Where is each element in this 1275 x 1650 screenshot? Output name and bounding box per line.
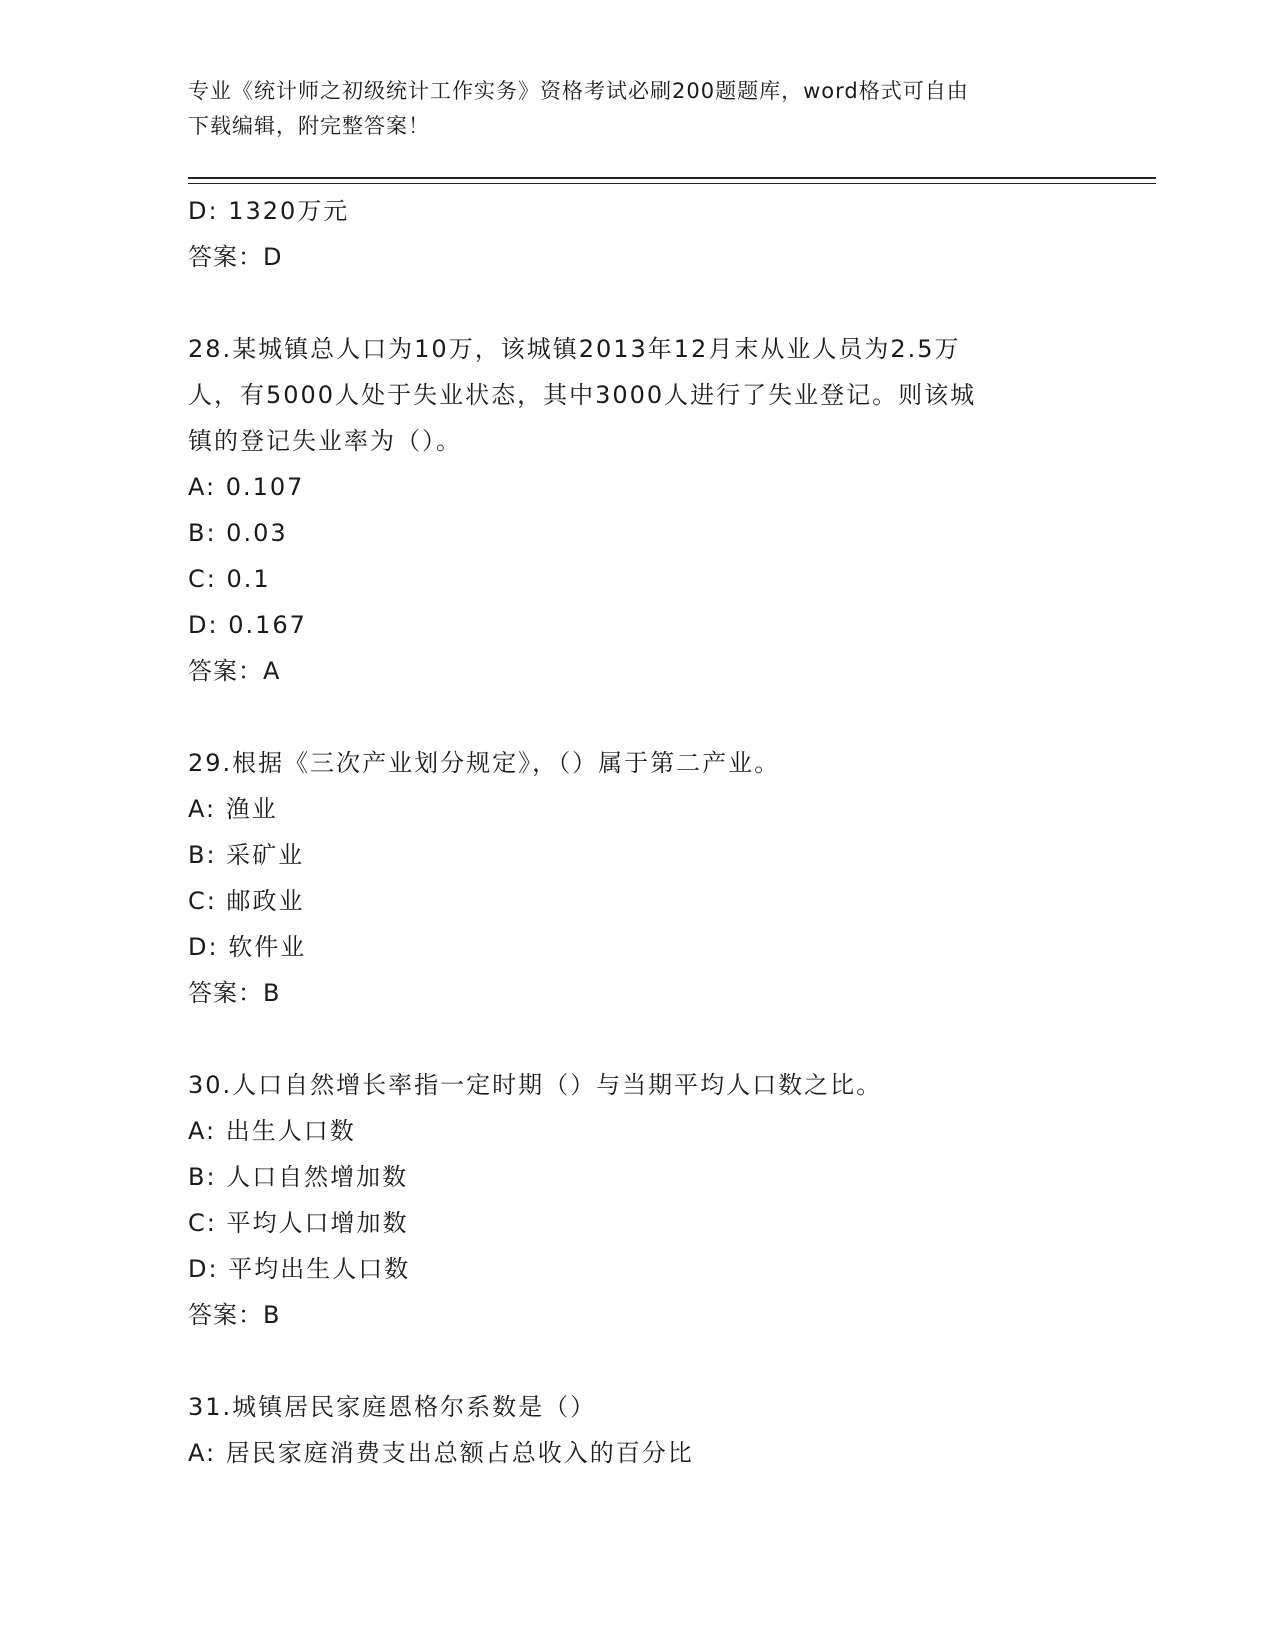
prev-option-d: D: 1320万元 <box>188 197 350 225</box>
option-d: D: 平均出生人口数 <box>188 1255 411 1283</box>
spacer <box>188 694 1088 740</box>
option-c: C: 0.1 <box>188 565 271 593</box>
header-line-1: 专业《统计师之初级统计工作实务》资格考试必刷200题题库，word格式可自由 <box>188 79 969 103</box>
option-a: A: 居民家庭消费支出总额占总收入的百分比 <box>188 1439 694 1467</box>
question-stem-line: 人，有5000人处于失业状态，其中3000人进行了失业登记。则该城 <box>188 381 977 409</box>
option-b: B: 采矿业 <box>188 841 305 869</box>
header-line-2: 下载编辑，附完整答案！ <box>188 114 430 138</box>
answer: 答案：B <box>188 979 281 1007</box>
question-31 <box>188 1384 1088 1476</box>
question-stem-line: 镇的登记失业率为（）。 <box>188 427 462 455</box>
answer: 答案：B <box>188 1301 281 1329</box>
prev-answer: 答案：D <box>188 243 283 271</box>
header-divider-thick <box>188 177 1156 179</box>
question-stem-line: 28.某城镇总人口为10万，该城镇2013年12月末从业人员为2.5万 <box>188 335 961 363</box>
question-stem-line: 29.根据《三次产业划分规定》，（）属于第二产业。 <box>188 749 781 777</box>
document-body <box>188 188 1088 1476</box>
answer: 答案：A <box>188 657 281 685</box>
option-d: D: 0.167 <box>188 611 307 639</box>
page-header <box>188 74 1088 144</box>
question-29 <box>188 740 1088 1016</box>
question-30 <box>188 1062 1088 1338</box>
spacer <box>188 280 1088 326</box>
spacer <box>188 1338 1088 1384</box>
spacer <box>188 1016 1088 1062</box>
option-b: B: 人口自然增加数 <box>188 1163 409 1191</box>
question-28 <box>188 326 1088 694</box>
option-b: B: 0.03 <box>188 519 288 547</box>
option-c: C: 邮政业 <box>188 887 305 915</box>
option-c: C: 平均人口增加数 <box>188 1209 409 1237</box>
question-stem-line: 30.人口自然增长率指一定时期（）与当期平均人口数之比。 <box>188 1071 883 1099</box>
question-stem-line: 31.城镇居民家庭恩格尔系数是（） <box>188 1393 597 1421</box>
option-d: D: 软件业 <box>188 933 307 961</box>
option-a: A: 0.107 <box>188 473 305 501</box>
option-a: A: 渔业 <box>188 795 278 823</box>
option-a: A: 出生人口数 <box>188 1117 356 1145</box>
header-divider-thin <box>188 183 1156 184</box>
